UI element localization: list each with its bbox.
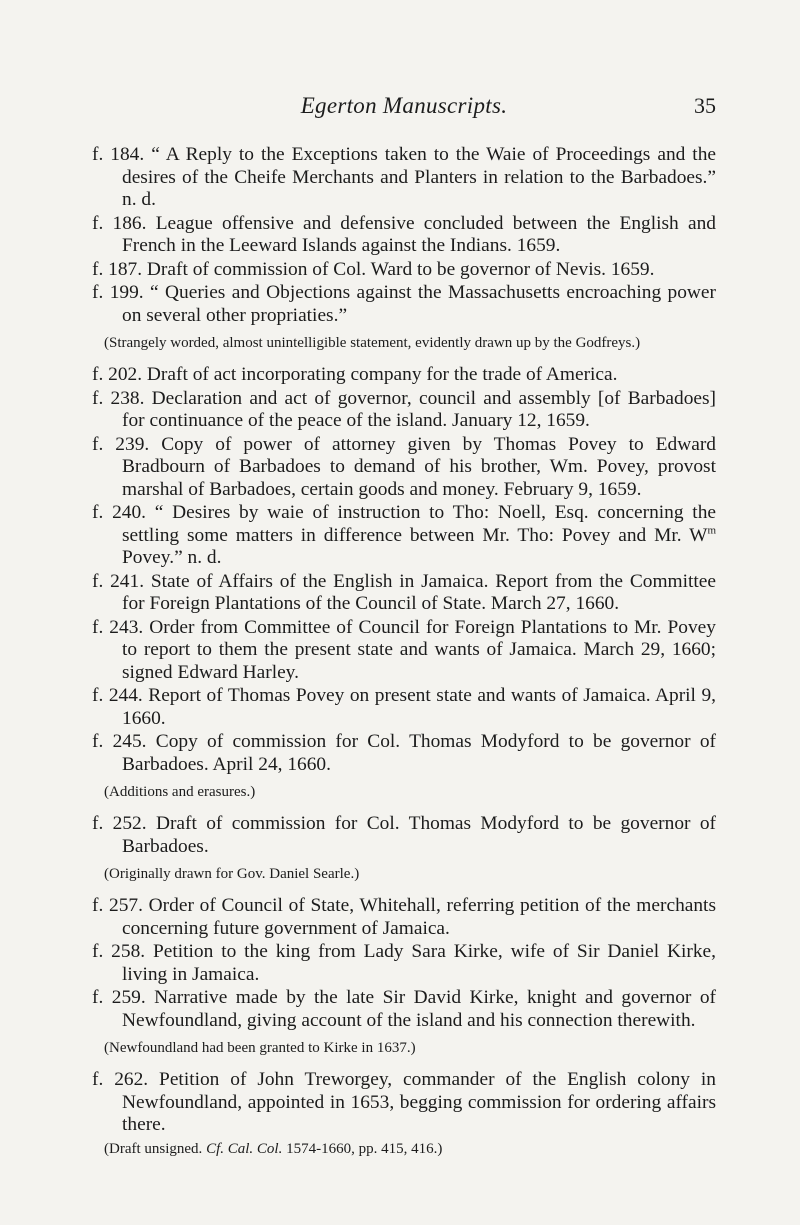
note-f262 — [104, 1141, 716, 1158]
entry-f258: f. 258. Petition to the king from Lady Sara Kirke, wife of Sir Daniel Kirke, living in Jamaica. — [92, 941, 716, 985]
entry-f240-text: f. 240. “ Desires by waie of instruction to Tho: Noell, Esq. concerning the settling some matters in difference between Mr. Tho: Povey and Mr. W — [92, 502, 716, 546]
note-f199: (Strangely worded, almost unintelligible statement, evidently drawn up by the Godfreys.) — [104, 335, 641, 351]
entry-f240 — [92, 502, 716, 570]
note-f245: (Additions and erasures.) — [104, 784, 256, 800]
entry-f245: f. 245. Copy of commission for Col. Thomas Modyford to be governor of Barbadoes. April 24, 1660. — [92, 731, 716, 775]
page-number: 35 — [694, 93, 716, 118]
note-f259: (Newfoundland had been granted to Kirke in 1637.) — [104, 1040, 416, 1056]
entry-f262: f. 262. Petition of John Treworgey, commander of the English colony in Newfoundland, appointed in 1653, begging commission for ordering affairs there. — [92, 1069, 716, 1135]
running-head — [92, 93, 716, 123]
note-f262-citation: Cf. Cal. Col. — [206, 1140, 283, 1157]
entry-f244: f. 244. Report of Thomas Povey on present state and wants of Jamaica. April 9, 1660. — [92, 685, 716, 729]
note-f262-suffix: 1574-1660, pp. 415, 416.) — [282, 1140, 443, 1157]
entry-f243: f. 243. Order from Committee of Council for Foreign Plantations to Mr. Povey to report to them the present state and wants of Jamaica. March 29, 1660; signed Edward Harley. — [92, 616, 716, 683]
entries-list — [92, 144, 716, 1170]
entry-f252: f. 252. Draft of commission for Col. Thomas Modyford to be governor of Barbadoes. — [92, 813, 716, 857]
entry-f240-superscript: m — [707, 524, 716, 537]
note-f252: (Originally drawn for Gov. Daniel Searle.) — [104, 866, 360, 882]
entry-f241: f. 241. State of Affairs of the English in Jamaica. Report from the Committee for Foreign Plantations of the Council of State. March 27, 1660. — [92, 570, 716, 614]
entry-f202: f. 202. Draft of act incorporating company for the trade of America. — [92, 364, 618, 385]
entry-f238: f. 238. Declaration and act of governor, council and assembly [of Barbadoes] for continuance of the peace of the island. January 12, 1659. — [92, 387, 716, 431]
entry-f239: f. 239. Copy of power of attorney given by Thomas Povey to Edward Bradbourn of Barbadoes to demand of his brother, Wm. Povey, provost marshal of Barbadoes, certain goods and money. February 9, 1659. — [92, 433, 716, 500]
entry-f259: f. 259. Narrative made by the late Sir David Kirke, knight and governor of Newfoundland, giving account of the island and his connection therewith. — [92, 987, 716, 1031]
entry-f240-text-end: Povey.” n. d. — [122, 547, 222, 568]
entry-f184: f. 184. “ A Reply to the Exceptions taken to the Waie of Proceedings and the desires of the Cheife Merchants and Planters in relation to the Barbadoes.” n. d. — [92, 144, 716, 210]
running-title: Egerton Manuscripts. — [300, 93, 508, 118]
entry-f257: f. 257. Order of Council of State, Whitehall, referring petition of the merchants concerning future government of Jamaica. — [92, 895, 716, 939]
entry-f187: f. 187. Draft of commission of Col. Ward to be governor of Nevis. 1659. — [92, 258, 655, 280]
note-f262-prefix: (Draft unsigned. — [104, 1140, 207, 1157]
entry-f186: f. 186. League offensive and defensive concluded between the English and French in the Leeward Islands against the Indians. 1659. — [92, 212, 716, 256]
entry-f199: f. 199. “ Queries and Objections against the Massachusetts encroaching power on several other propriaties.” — [92, 282, 716, 326]
